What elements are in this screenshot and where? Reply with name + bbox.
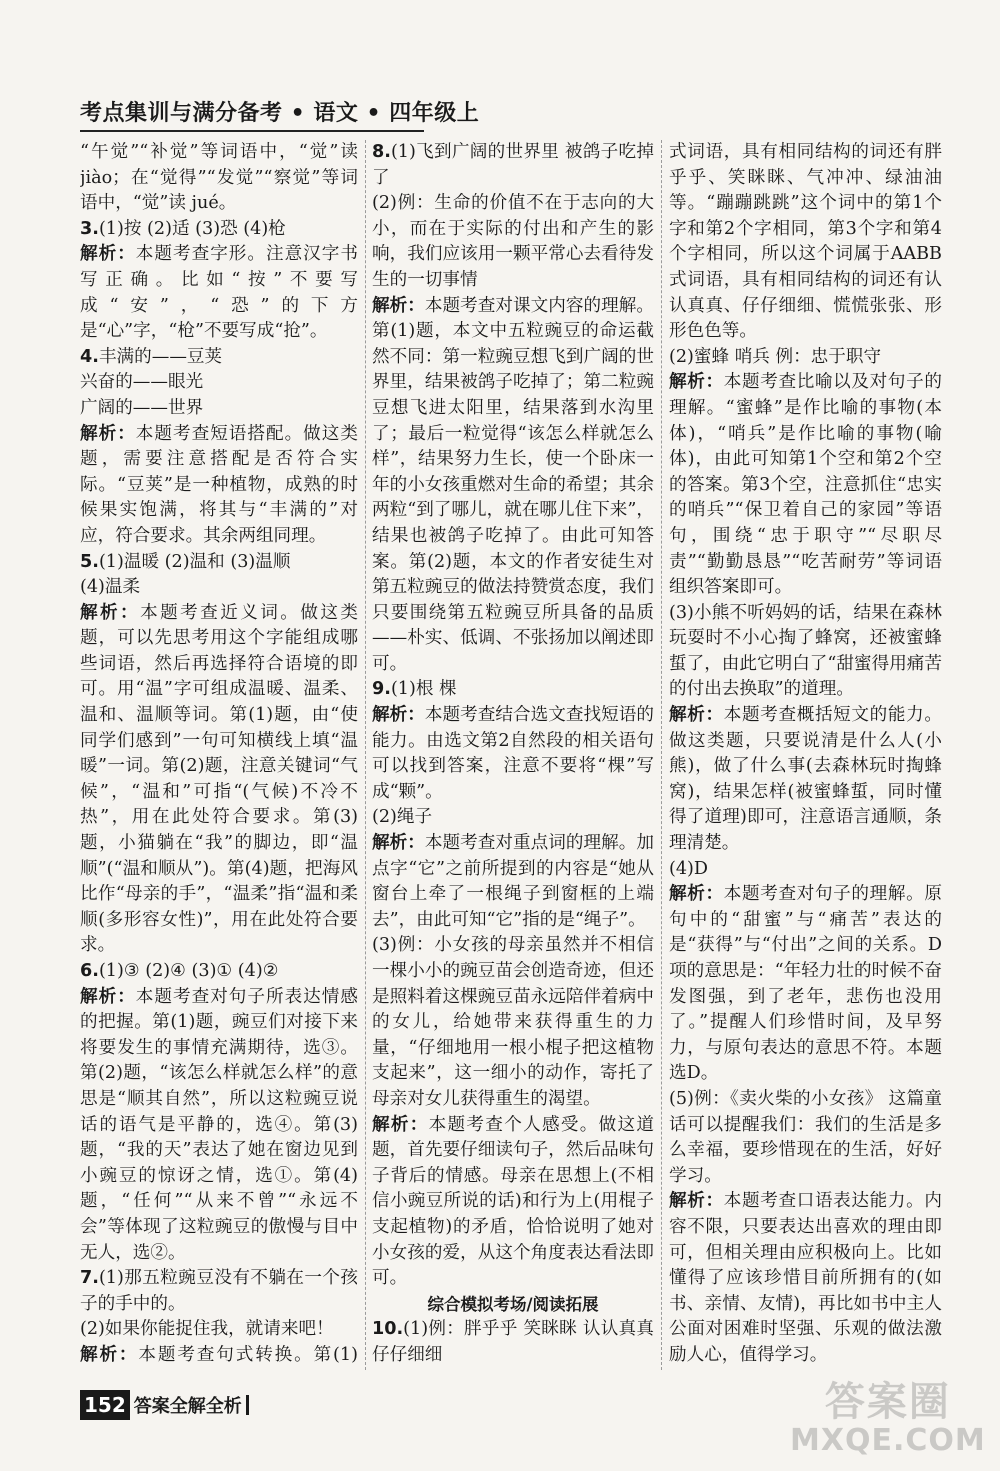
question-number: 8.	[372, 142, 391, 162]
analysis-label: 解析：	[669, 705, 724, 726]
answer-line	[669, 601, 942, 703]
section-heading: 综合模拟考场/阅读拓展	[427, 1294, 599, 1314]
analysis-paragraph	[80, 985, 358, 1267]
answer-line	[669, 345, 942, 371]
analysis-label: 解析：	[669, 884, 724, 905]
answer-text: (2)如果你能捉住我，就请来吧！	[80, 1319, 334, 1340]
question-number: 10.	[372, 1319, 404, 1340]
analysis-paragraph	[80, 1343, 358, 1370]
question-answer	[80, 1266, 358, 1317]
header-rule	[80, 130, 424, 132]
answer-text: 兴奋的——眼光	[80, 372, 204, 393]
answer-text: (1)那五粒豌豆没有不躺在一个孩子的手中的。	[80, 1268, 358, 1314]
answer-text: 本题考查字形。注意汉字书写正确。比如“按”不要写成“安”，“恐”的下方是“心”字，“枪”不要写成“抢”。	[80, 244, 358, 342]
answer-text: (3)小熊不听妈妈的话，结果在森林玩耍时不小心掏了蜂窝，还被蜜蜂蜇了，由此它明白了“甜蜜得用痛苦的付出去换取”的道理。	[669, 602, 942, 700]
answer-text: 本题考查句式转换。第(1)	[138, 1344, 358, 1365]
analysis-paragraph	[669, 1189, 942, 1368]
answer-text: (4)温柔	[80, 577, 141, 598]
page-footer	[80, 1388, 249, 1422]
question-number: 9.	[372, 679, 391, 700]
page-header: 考点集训与满分备考 • 语文 • 四年级上	[80, 101, 480, 126]
answer-text: 本题考查对句子所表达情感的把握。第(1)题，豌豆们对接下来将要发生的事情充满期待，选③。第(2)题，“该怎么样就怎么样”的意思是“顺其自然”，所以这粒豌豆说话的语气是平静的，选④。第(3)题，“我的天”表达了她在窗边见到小豌豆的惊讶之情，选①。第(4)题，“任何”“从来不曾”“永远不会”等体现了这粒豌豆的傲慢与目中无人，选②。	[80, 986, 358, 1263]
question-number: 6.	[80, 961, 99, 981]
question-answer	[372, 677, 654, 703]
analysis-label: 解析：	[80, 423, 136, 444]
answer-column-3	[669, 140, 942, 1370]
footer-label: 答案全解全析	[133, 1396, 242, 1417]
answer-text: (2)蜜蜂 哨兵 例：忠于职守	[669, 346, 882, 367]
question-answer	[80, 550, 358, 576]
question-answer	[80, 345, 358, 371]
answer-text: 本题考查口语表达能力。内容不限，只要表达出喜欢的理由即可，但相关理由应积极向上。比如懂得了应该珍惜目前所拥有的(如书、亲情、友情)，再比如书中主人公面对困难时坚强、乐观的做法激励人心，值得学习。	[669, 1191, 942, 1365]
question-answer	[80, 959, 358, 985]
question-answer	[372, 140, 654, 191]
analysis-label: 解析：	[372, 1114, 429, 1135]
answer-text: 本题考查对重点词的理解。加点字“它”之前所提到的内容是“她从窗台上牵了一根绳子到窗框的上端去”，由此可知“它”指的是“绳子”。	[372, 833, 654, 930]
answer-line	[372, 191, 654, 293]
answer-text: (2)例：生命的价值不在于志向的大小，而在于实际的付出和产生的影响，我们应该用一颗平常心去看待发生的一切事情	[372, 193, 654, 290]
answer-text: (1)③ (2)④ (3)① (4)②	[98, 961, 279, 981]
answer-text: 本题考查对句子的理解。原句中的“甜蜜”与“痛苦”表达的是“获得”与“付出”之间的关系。D项的意思是：“年轻力壮的时候不奋发图强，到了老年，悲伤也没用了。”提醒人们珍惜时间，及早努力，与原句表达的意思不符。本题选D。	[669, 884, 942, 1084]
analysis-paragraph	[669, 882, 942, 1087]
answer-text: 本题考查概括短文的能力。做这类题，只要说清是什么人(小熊)，做了什么事(去森林玩时掏蜂窝)，结果怎样(被蜜蜂蜇，同时懂得了道理)即可，注意语言通顺，条理清楚。	[669, 705, 942, 854]
analysis-paragraph	[80, 242, 358, 344]
answer-line	[669, 857, 942, 883]
analysis-label: 解析：	[80, 244, 136, 265]
answer-text: (4)D	[669, 858, 709, 879]
answer-text: 本题考查结合选文查找短语的能力。由选文第2自然段的相关语句可以找到答案，注意不要将“棵”写成“颗”。	[372, 705, 654, 802]
answer-text: (1)温暖 (2)温和 (3)温顺	[98, 551, 291, 572]
watermark-sub: MXQE.COM	[790, 1423, 986, 1458]
answer-column-2	[372, 140, 654, 1370]
question-number: 7.	[80, 1268, 99, 1289]
analysis-paragraph	[372, 831, 654, 933]
answer-line	[80, 1317, 358, 1343]
answer-line	[80, 140, 358, 217]
answer-line	[669, 1087, 942, 1189]
answer-text: (1)按 (2)适 (3)恐 (4)枪	[98, 218, 286, 239]
answer-text: 本题考查比喻以及对句子的理解。“蜜蜂”是作比喻的事物(本体)，“哨兵”是作比喻的事物(喻体)，由此可知第1个空和第2个空的答案。第3个空，注意抓住“忠实的哨兵”“保卫着自己的家园”等语句，围绕“忠于职守”“尽职尽责”“勤勤恳恳”“吃苦耐劳”等词语组织答案即可。	[669, 372, 942, 598]
watermark-main: 答案圈	[824, 1379, 951, 1425]
answer-line	[372, 933, 654, 1112]
answer-line	[80, 575, 358, 601]
analysis-paragraph	[372, 703, 654, 805]
analysis-paragraph	[80, 601, 358, 959]
column-divider	[365, 140, 366, 1370]
footer-bar	[246, 1395, 249, 1415]
answer-text: 广阔的——世界	[80, 397, 204, 418]
answer-text: 本题考查对课文内容的理解。第(1)题，本文中五粒豌豆的命运截然不同：第一粒豌豆想飞到广阔的世界里，结果被鸽子吃掉了；第二粒豌豆想飞进太阳里，结果落到水沟里了；最后一粒觉得“该怎么样就怎么样”，结果努力生长，使一个卧床一年的小女孩重燃对生命的希望；其余两粒“到了哪儿，就在哪儿住下来”，结果也被鸽子吃掉了。由此可知答案。第(2)题，本文的作者安徒生对第五粒豌豆的做法持赞赏态度，我们只要围绕第五粒豌豆所具备的品质——朴实、低调、不张扬加以阐述即可。	[372, 295, 654, 674]
analysis-paragraph	[669, 370, 942, 600]
answer-text: (1)飞到广阔的世界里 被鸽子吃掉了	[372, 142, 654, 188]
answer-text: (1)例：胖乎乎 笑眯眯 认认真真 仔仔细细	[372, 1319, 654, 1365]
analysis-label: 解析：	[669, 372, 724, 393]
question-answer	[80, 217, 358, 243]
answer-text: (1)根 棵	[390, 679, 457, 700]
answer-text: (5)例：《卖火柴的小女孩》 这篇童话可以提醒我们：我们的生活是多么幸福，要珍惜现在的生活，好好学习。	[669, 1088, 942, 1186]
analysis-paragraph	[669, 703, 942, 857]
answer-line	[669, 140, 942, 345]
question-answer	[372, 1317, 654, 1368]
column-divider	[661, 140, 662, 1370]
answer-column-1	[80, 140, 358, 1370]
analysis-paragraph	[80, 422, 358, 550]
answer-text: 本题考查短语搭配。做这类题，需要注意搭配是否符合实际。“豆荚”是一种植物，成熟的时候果实饱满，将其与“丰满的”对应，符合要求。其余两组同理。	[80, 423, 358, 546]
answer-text: 式词语，具有相同结构的词还有胖乎乎、笑眯眯、气冲冲、绿油油等。“蹦蹦跳跳”这个词中的第1个字和第2个字相同，第3个字和第4个字相同，所以这个词属于AABB式词语，具有相同结构的词还有认认真真、仔仔细细、慌慌张张、形形色色等。	[669, 142, 942, 342]
answer-line	[80, 396, 358, 422]
analysis-label: 解析：	[372, 705, 425, 726]
question-number: 4.	[80, 346, 99, 367]
analysis-label: 解析：	[372, 295, 425, 316]
page-number: 152	[80, 1390, 130, 1420]
answer-text: (3)例：小女孩的母亲虽然并不相信一棵小小的豌豆苗会创造奇迹，但还是照料着这棵豌豆苗永远陪伴着病中的女儿，给她带来获得重生的力量，“仔细地用一根小棍子把这植物支起来”，这一细小的动作，寄托了母亲对女儿获得重生的渴望。	[372, 935, 654, 1109]
answer-text: “午觉”“补觉”等词语中，“觉”读jiào；在“觉得”“发觉”“察觉”等词语中，“觉”读 jué。	[80, 142, 358, 214]
question-number: 3.	[80, 218, 99, 239]
answer-text: 本题考查近义词。做这类题，可以先思考用这个字能组成哪些词语，然后再选择符合语境的即可。用“温”字可组成温暖、温柔、温和、温顺等词。第(1)题，由“使同学们感到”一句可知横线上填“温暖”一词。第(2)题，注意关键词“气候”，“温和”可指“(气候)不冷不热”，用在此处符合要求。第(3)题，小猫躺在“我”的脚边，即“温顺”(“温和顺从”)。第(4)题，把海风比作“母亲的手”，“温柔”指“温和柔顺(多形容女性)”，用在此处符合要求。	[80, 602, 358, 956]
analysis-paragraph	[372, 294, 654, 678]
analysis-label: 解析：	[80, 986, 136, 1007]
answer-line	[372, 805, 654, 831]
analysis-paragraph	[372, 1113, 654, 1292]
analysis-label: 解析：	[80, 1344, 139, 1365]
watermark-logo	[790, 1380, 986, 1457]
analysis-label: 解析：	[372, 833, 425, 854]
analysis-label: 解析：	[80, 602, 141, 623]
analysis-paragraph	[372, 1369, 654, 1371]
section-heading	[669, 1369, 942, 1371]
answer-text: (2)绳子	[372, 807, 433, 828]
analysis-label: 解析：	[669, 1191, 724, 1212]
answer-text: 丰满的——豆荚	[98, 346, 223, 367]
answer-line	[80, 370, 358, 396]
question-number: 5.	[80, 551, 99, 572]
answer-text: 本题考查个人感受。做这道题，首先要仔细读句子，然后品味句子背后的情感。母亲在思想上(不相信小豌豆所说的话)和行为上(用棍子支起植物)的矛盾，恰恰说明了她对小女孩的爱，从这个角度表达看法即可。	[372, 1114, 654, 1289]
